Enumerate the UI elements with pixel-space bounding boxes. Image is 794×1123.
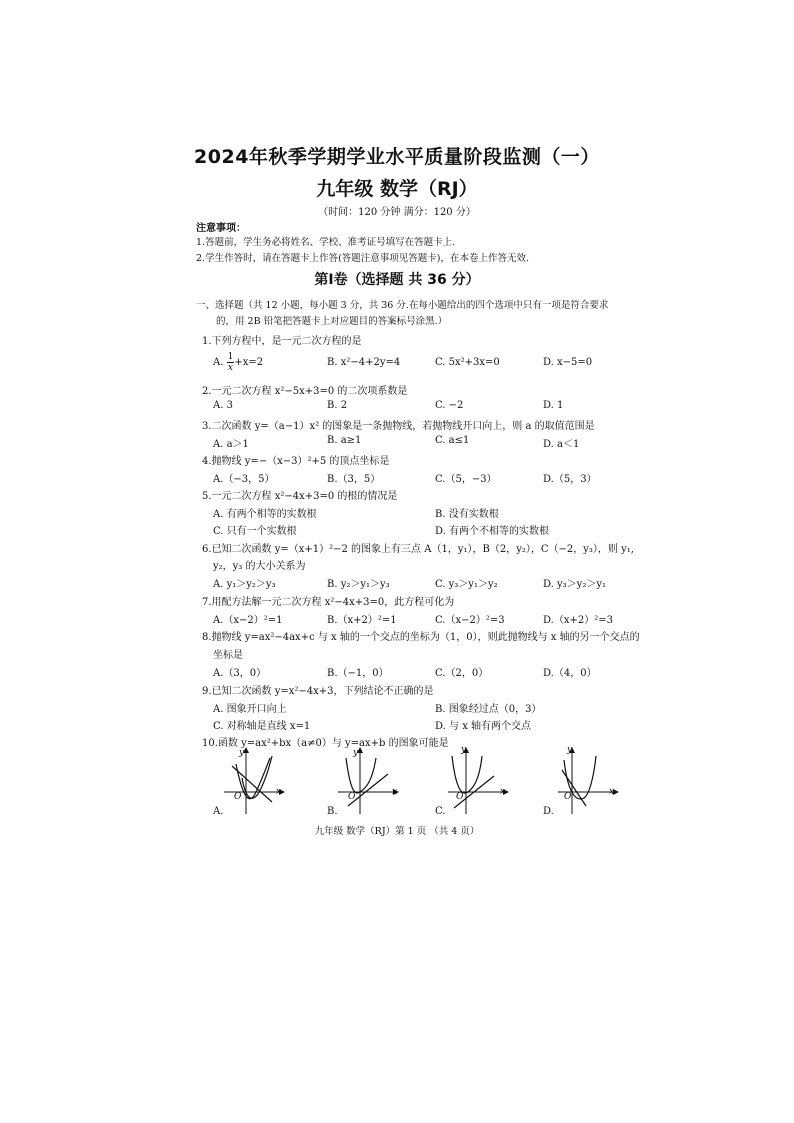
q2-stem: 2.一元二次方程 x²−5x+3=0 的二次项系数是 bbox=[202, 386, 408, 397]
q10-option-c: C. bbox=[435, 806, 446, 817]
q3-stem: 3.二次函数 y=（a−1）x² 的图象是一条抛物线，若抛物线开口向上，则 a 的取值范围是 bbox=[202, 421, 595, 432]
q10-graph-c-origin: O bbox=[456, 792, 464, 802]
q10-graph-a bbox=[222, 744, 288, 816]
q3-option-d: D. a＜1 bbox=[543, 439, 580, 450]
q6-stem-2: y₂，y₃ 的大小关系为 bbox=[213, 561, 306, 572]
q6-option-b: B. y₂＞y₁＞y₃ bbox=[327, 579, 390, 590]
q7-option-b: B.（x+2）²=1 bbox=[327, 615, 397, 626]
q10-graph-b-y-label: y bbox=[353, 748, 359, 758]
notes-heading: 注意事项： bbox=[196, 223, 246, 234]
q3-option-c: C. a≤1 bbox=[435, 435, 470, 446]
section-instruction-1: 一、选择题（共 12 小题，每小题 3 分，共 36 分.在每小题给出的四个选项中只有一项是符合要求 bbox=[196, 300, 609, 311]
q5-option-d: D. 有两个不相等的实数根 bbox=[435, 526, 550, 537]
q9-stem: 9.已知二次函数 y=x²−4x+3，下列结论不正确的是 bbox=[202, 686, 434, 697]
q6-option-a: A. y₁＞y₂＞y₃ bbox=[213, 579, 276, 590]
q10-graph-d-origin: O bbox=[564, 792, 572, 802]
q1-option-c: C. 5x²+3x=0 bbox=[435, 357, 500, 368]
q10-graph-c bbox=[446, 744, 512, 816]
note-item-2: 2.学生作答时，请在答题卡上作答(答题注意事项见答题卡)，在本卷上作答无效. bbox=[196, 253, 529, 264]
q10-graph-b-origin: O bbox=[348, 792, 356, 802]
q2-option-a: A. 3 bbox=[213, 400, 233, 411]
q7-stem: 7.用配方法解一元二次方程 x²−4x+3=0，此方程可化为 bbox=[202, 597, 455, 608]
q10-option-d: D. bbox=[543, 806, 554, 817]
q10-option-b: B. bbox=[327, 806, 338, 817]
q1-option-d: D. x−5=0 bbox=[543, 357, 593, 368]
q10-graph-c-x-label: x bbox=[500, 787, 506, 797]
q9-option-a: A. 图象开口向上 bbox=[213, 704, 287, 715]
q9-option-d: D. 与 x 轴有两个交点 bbox=[435, 721, 532, 732]
page-title: 2024年秋季学期学业水平质量阶段监测（一） bbox=[194, 146, 600, 168]
q10-option-a: A. bbox=[213, 806, 224, 817]
section-title: 第Ⅰ卷（选择题 共 36 分） bbox=[314, 272, 480, 288]
q4-stem: 4.抛物线 y=−（x−3）²+5 的顶点坐标是 bbox=[202, 456, 390, 467]
q9-option-c: C. 对称轴是直线 x=1 bbox=[213, 721, 311, 732]
q8-option-a: A.（3，0） bbox=[213, 668, 267, 679]
q2-option-c: C. −2 bbox=[435, 400, 464, 411]
q8-option-d: D.（4，0） bbox=[543, 668, 597, 679]
q4-option-c: C.（5，−3） bbox=[435, 474, 497, 485]
q2-option-b: B. 2 bbox=[327, 400, 348, 411]
page-footer: 九年级 数学（RJ）第 1 页 （共 4 页） bbox=[314, 826, 480, 837]
q10-graph-a-origin: O bbox=[234, 792, 242, 802]
q8-stem-2: 坐标是 bbox=[213, 650, 243, 661]
q10-stem: 10.函数 y=ax²+bx（a≠0）与 y=ax+b 的图象可能是 bbox=[202, 738, 449, 749]
q10-graph-d-x-label: x bbox=[609, 787, 615, 797]
q1-stem: 1.下列方程中，是一元二次方程的是 bbox=[202, 336, 362, 347]
q8-stem-1: 8.抛物线 y=ax²−4ax+c 与 x 轴的一个交点的坐标为（1，0），则此抛物线与 x 轴的另一个交点的 bbox=[202, 632, 640, 643]
q6-stem-1: 6.已知二次函数 y=（x+1）²−2 的图象上有三点 A（1，y₁），B（2，y₂），C（−2，y₃），则 y₁, bbox=[202, 544, 634, 555]
q1-option-b: B. x²−4+2y=4 bbox=[327, 357, 401, 368]
q8-option-b: B.（−1，0） bbox=[327, 668, 389, 679]
q4-option-b: B.（3，5） bbox=[327, 474, 381, 485]
q5-stem: 5.一元二次方程 x²−4x+3=0 的根的情况是 bbox=[202, 491, 398, 502]
q3-option-b: B. a≥1 bbox=[327, 435, 362, 446]
q1-option-a: A. $\frac{1}{x}$ +x=2 bbox=[213, 352, 264, 373]
q8-option-c: C.（2，0） bbox=[435, 668, 489, 679]
q10-graph-b-x-label: x bbox=[392, 787, 398, 797]
q4-option-d: D.（5，3） bbox=[543, 474, 597, 485]
q10-graph-a-y-label: y bbox=[239, 748, 245, 758]
time-info: （时间：120 分钟 满分：120 分） bbox=[318, 207, 476, 218]
page-subtitle: 九年级 数学（RJ） bbox=[316, 178, 478, 200]
q6-option-c: C. y₃＞y₁＞y₂ bbox=[435, 579, 498, 590]
q6-option-d: D. y₃＞y₂＞y₁ bbox=[543, 579, 606, 590]
section-instruction-2: 的，用 2B 铅笔把答题卡上对应题目的答案标号涂黑.） bbox=[216, 316, 448, 327]
q7-option-d: D.（x+2）²=3 bbox=[543, 615, 613, 626]
q5-option-b: B. 没有实数根 bbox=[435, 509, 499, 520]
q5-option-a: A. 有两个相等的实数根 bbox=[213, 509, 317, 520]
q7-option-c: C.（x−2）²=3 bbox=[435, 615, 505, 626]
q10-graph-d-y-label: y bbox=[567, 745, 573, 755]
q5-option-c: C. 只有一个实数根 bbox=[213, 526, 297, 537]
q10-graph-d bbox=[556, 744, 622, 816]
q4-option-a: A.（−3，5） bbox=[213, 474, 275, 485]
q10-graph-c-y-label: y bbox=[461, 745, 467, 755]
q7-option-a: A.（x−2）²=1 bbox=[213, 615, 283, 626]
q10-graph-b bbox=[336, 744, 402, 816]
q9-option-b: B. 图象经过点（0，3） bbox=[435, 704, 542, 715]
q2-option-d: D. 1 bbox=[543, 400, 564, 411]
q10-graph-a-x-label: x bbox=[276, 787, 282, 797]
q3-option-a: A. a＞1 bbox=[213, 439, 249, 450]
note-item-1: 1.答题前，学生务必将姓名、学校、准考证号填写在答题卡上. bbox=[196, 237, 456, 248]
